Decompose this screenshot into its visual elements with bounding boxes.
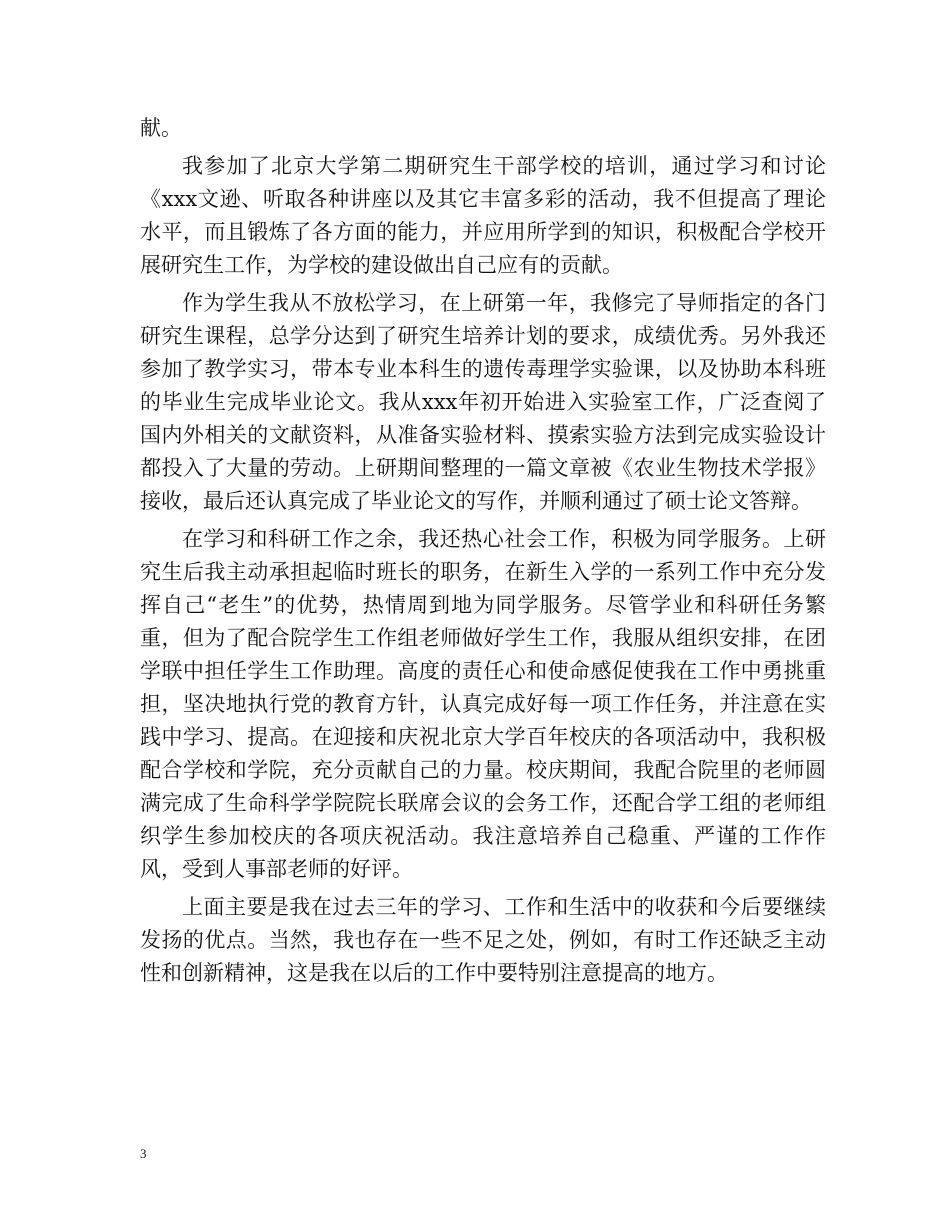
paragraph-study: 作为学生我从不放松学习，在上研第一年，我修完了导师指定的各门研究生课程，总学分达到了研究生培养计划的要求，成绩优秀。另外我还参加了教学实习，带本专业本科生的遗传毒理学实验课，以及协助本科班的毕业生完成毕业论文。我从xxx年初开始进入实验室工作，广泛查阅了国内外相关的文献资料，从准备实验材料、摸索实验方法到完成实验设计都投入了大量的劳动。上研期间整理的一篇文章被《农业生物技术学报》接收，最后还认真完成了毕业论文的写作，并顺利通过了硕士论文答辩。 — [140, 291, 826, 513]
paragraph-social-work: 在学习和科研工作之余，我还热心社会工作，积极为同学服务。上研究生后我主动承担起临时班长的职务，在新生入学的一系列工作中充分发挥自己“老生”的优势，热情周到地为同学服务。尽管学业和科研任务繁重，但为了配合院学生工作组老师做好学生工作，我服从组织安排，在团学联中担任学生工作助理。高度的责任心和使命感促使我在工作中勇挑重担，坚决地执行党的教育方针，认真完成好每一项工作任务，并注意在实践中学习、提高。在迎接和庆祝北京大学百年校庆的各项活动中，我积极配合学校和学院，充分贡献自己的力量。校庆期间，我配合院里的老师圆满完成了生命科学学院院长联席会议的会务工作，还配合学工组的老师组织学生参加校庆的各项庆祝活动。我注意培养自己稳重、严谨的工作作风，受到人事部老师的好评。 — [140, 527, 826, 881]
paragraph-training: 我参加了北京大学第二期研究生干部学校的培训，通过学习和讨论《xxx文逊、听取各种讲座以及其它丰富多彩的活动，我不但提高了理论水平，而且锻炼了各方面的能力，并应用所学到的知识，积极配合学校开展研究生工作，为学校的建设做出自己应有的贡献。 — [140, 154, 826, 277]
page-number: 3 — [140, 1146, 147, 1161]
paragraph-summary: 上面主要是我在过去三年的学习、工作和生活中的收获和今后要继续发扬的优点。当然，我也存在一些不足之处，例如，有时工作还缺乏主动性和创新精神，这是我在以后的工作中要特别注意提高的地方。 — [140, 895, 826, 985]
document-body — [140, 112, 826, 995]
paragraph-continuation: 献。 — [140, 116, 182, 140]
